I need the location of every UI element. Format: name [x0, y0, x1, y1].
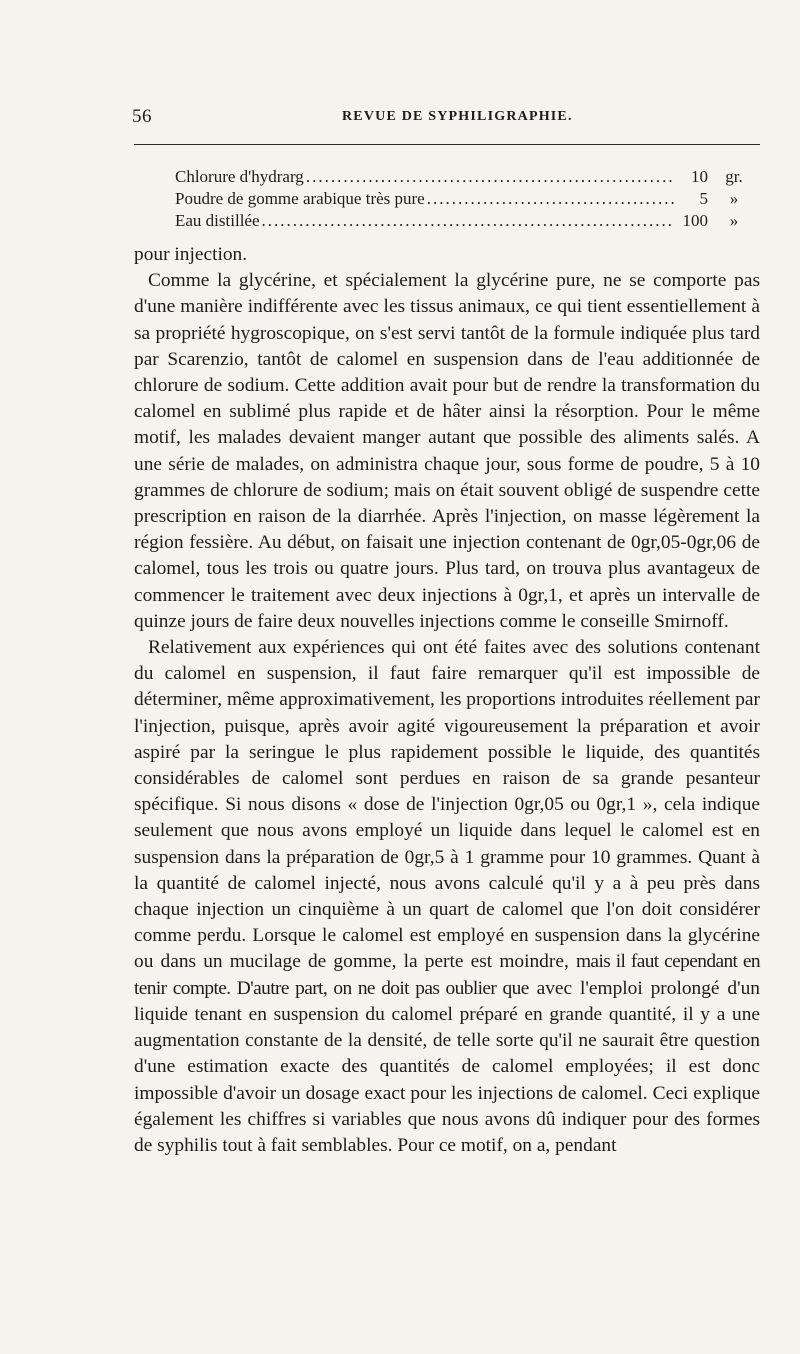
paragraph [134, 635, 760, 1159]
ingredient-amount: 100 [682, 211, 708, 230]
ingredient-unit: » [729, 189, 739, 208]
ingredient-name: Eau distillée [175, 211, 260, 230]
page-number: 56 [132, 106, 152, 127]
paragraph-text: Relativement aux expériences qui ont été faites avec des solutions contenant du calomel en suspension, il faut faire remarquer qu'il est impossible de déterminer, même approximativement, les proportions introduites réellement par l'injection, puisque, après avoir agité vigoureusement la préparation et avoir aspiré par la seringue le plus rapidement possible le liquide, des quantités considérables de calomel sont perdues en raison de sa grande pesanteur spécifique. Si nous disons « dose de l'injection 0gr,05 ou 0gr,1 », cela indique seulement que nous avons employé un liquide dans lequel le calomel est en suspension dans la préparation de 0gr,5 à 1 gramme pour 10 grammes. Quant à la quantité de calomel injecté, nous avons calculé qu'il y a à peu près dans chaque injection un cinquième à un quart de calomel que l'on doit considérer comme perdu. Lorsque le calomel est employé en suspension dans la glycérine ou dans un mucilage de gomme, la perte est moindre, [134, 637, 760, 973]
leader-dots [262, 210, 674, 232]
ingredient-amount: 10 [691, 167, 708, 186]
formula-row [134, 210, 760, 232]
ingredient-name: Poudre de gomme arabique très pure [175, 189, 425, 208]
running-title: REVUE DE SYPHILIGRAPHIE. [342, 109, 573, 124]
leader-dots [427, 188, 674, 210]
ingredient-unit: gr. [725, 167, 743, 186]
article-body [134, 242, 760, 1159]
page-header [132, 106, 760, 130]
ingredient-name: Chlorure d'hydrarg [175, 167, 304, 186]
leader-dots [306, 166, 674, 188]
ingredient-unit: » [729, 211, 739, 230]
prescription-formula [134, 166, 760, 232]
formula-row [134, 166, 760, 188]
paragraph-text-condensed: mais il faut cependant en tenir compte. D'autre part, on ne doit pas oublier que [134, 951, 760, 999]
paragraph: pour injection. [134, 244, 248, 265]
ingredient-amount: 5 [699, 189, 708, 208]
paragraph-text: avec l'emploi prolongé d'un liquide tenant en suspension du calomel préparé en grande quantité, il y a une augmentation constante de la densité, de telle sorte qu'il ne saurait être question d'une estimation exacte des quantités de calomel employées; il est donc impossible d'avoir un dosage exact pour les injections de calomel. Ceci explique également les chiffres si variables que nous avons dû indiquer pour des formes de syphilis tout à fait semblables. Pour ce motif, on a, pendant [134, 977, 760, 1156]
formula-row [134, 188, 760, 210]
paragraph: Comme la glycérine, et spécialement la glycérine pure, ne se comporte pas d'une manière indifférente avec les tissus animaux, ce qui tient essentiellement à sa propriété hygroscopique, on s'est servi tantôt de la formule indiquée plus tard par Scarenzio, tantôt de calomel en suspension dans de l'eau additionnée de chlorure de sodium. Cette addition avait pour but de rendre la transformation du calomel en sublimé plus rapide et de hâter ainsi la résorption. Pour le même motif, les malades devaient manger autant que possible des aliments salés. A une série de malades, on administra chaque jour, sous forme de poudre, 5 à 10 grammes de chlorure de sodium; mais on était souvent obligé de suspendre cette prescription en raison de la diarrhée. Après l'injection, on masse légèrement la région fessière. Au début, on faisait une injection contenant de 0gr,05-0gr,06 de calomel, tous les trois ou quatre jours. Plus tard, on trouva plus avantageux de commencer le traitement avec deux injections à 0gr,1, et après un intervalle de quinze jours de faire deux nouvelles injections comme le conseille Smirnoff. [134, 270, 760, 632]
header-rule [134, 144, 760, 145]
